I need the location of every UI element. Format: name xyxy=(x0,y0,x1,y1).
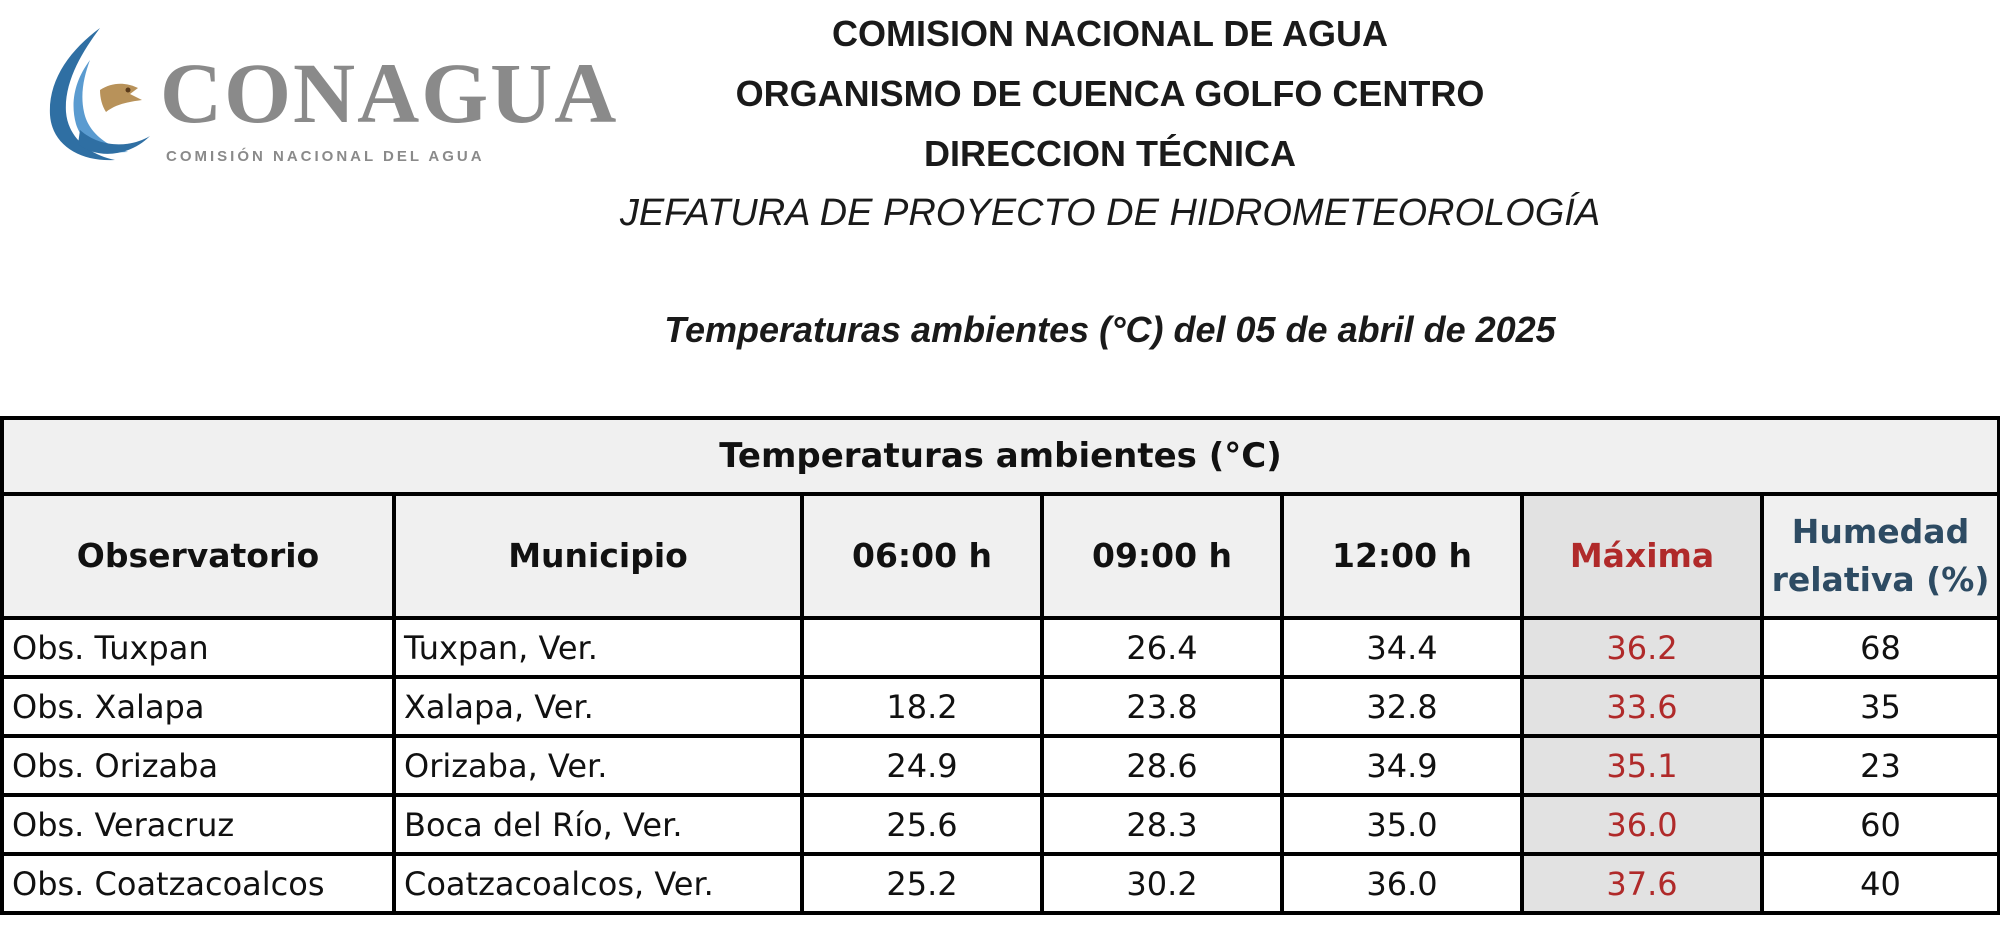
cell-maxima: 36.2 xyxy=(1522,618,1762,677)
cell-0900: 23.8 xyxy=(1042,677,1282,736)
table-caption-row xyxy=(2,418,1999,494)
cell-maxima: 33.6 xyxy=(1522,677,1762,736)
col-header-maxima: Máxima xyxy=(1522,494,1762,618)
document-header xyxy=(0,0,2000,410)
technical-direction: DIRECCION TÉCNICA xyxy=(923,133,1296,174)
cell-observatorio: Obs. Xalapa xyxy=(2,677,394,736)
cell-observatorio: Obs. Tuxpan xyxy=(2,618,394,677)
col-header-humedad-line1: Humedad xyxy=(1791,512,1970,552)
cell-municipio: Tuxpan, Ver. xyxy=(394,618,802,677)
cell-0900: 26.4 xyxy=(1042,618,1282,677)
document-title: Temperaturas ambientes (°C) del 05 de abril de 2025 xyxy=(664,309,1556,350)
cell-observatorio: Obs. Orizaba xyxy=(2,736,394,795)
cell-municipio: Coatzacoalcos, Ver. xyxy=(394,854,802,913)
col-header-0900: 09:00 h xyxy=(1042,494,1282,618)
col-header-humedad-line2: relativa (%) xyxy=(1771,560,1990,599)
table-row xyxy=(2,736,1999,795)
cell-municipio: Boca del Río, Ver. xyxy=(394,795,802,854)
logo-subtitle: COMISIÓN NACIONAL DEL AGUA xyxy=(166,148,485,165)
table-caption: Temperaturas ambientes (°C) xyxy=(2,418,1999,494)
cell-humedad: 23 xyxy=(1762,736,1999,795)
cell-humedad: 40 xyxy=(1762,854,1999,913)
conagua-eagle-wave-icon xyxy=(30,20,160,170)
col-header-1200: 12:00 h xyxy=(1282,494,1522,618)
table-row xyxy=(2,618,1999,677)
cell-0600: 25.6 xyxy=(802,795,1042,854)
cell-0600: 18.2 xyxy=(802,677,1042,736)
temperature-table-wrapper xyxy=(0,416,2000,915)
col-header-observatorio: Observatorio xyxy=(2,494,394,618)
table-row xyxy=(2,795,1999,854)
cell-1200: 34.4 xyxy=(1282,618,1522,677)
temperature-table xyxy=(0,416,2000,915)
cell-0900: 28.6 xyxy=(1042,736,1282,795)
cell-0900: 30.2 xyxy=(1042,854,1282,913)
project-office: JEFATURA DE PROYECTO DE HIDROMETEOROLOGÍA xyxy=(619,192,1601,234)
cell-1200: 34.9 xyxy=(1282,736,1522,795)
table-header-row xyxy=(2,494,1999,618)
cell-0600: 24.9 xyxy=(802,736,1042,795)
cell-1200: 35.0 xyxy=(1282,795,1522,854)
cell-municipio: Xalapa, Ver. xyxy=(394,677,802,736)
cell-municipio: Orizaba, Ver. xyxy=(394,736,802,795)
cell-observatorio: Obs. Veracruz xyxy=(2,795,394,854)
cell-1200: 32.8 xyxy=(1282,677,1522,736)
basin-organism: ORGANISMO DE CUENCA GOLFO CENTRO xyxy=(735,73,1485,114)
col-header-0600: 06:00 h xyxy=(802,494,1042,618)
cell-maxima: 37.6 xyxy=(1522,854,1762,913)
cell-maxima: 35.1 xyxy=(1522,736,1762,795)
table-row xyxy=(2,677,1999,736)
cell-humedad: 35 xyxy=(1762,677,1999,736)
agency-name: COMISION NACIONAL DE AGUA xyxy=(831,13,1388,54)
logo-wordmark: CONAGUA xyxy=(160,45,619,141)
cell-maxima: 36.0 xyxy=(1522,795,1762,854)
cell-0600: 25.2 xyxy=(802,854,1042,913)
cell-1200: 36.0 xyxy=(1282,854,1522,913)
cell-humedad: 60 xyxy=(1762,795,1999,854)
cell-0900: 28.3 xyxy=(1042,795,1282,854)
table-row xyxy=(2,854,1999,913)
cell-0600 xyxy=(802,618,1042,677)
cell-humedad: 68 xyxy=(1762,618,1999,677)
cell-observatorio: Obs. Coatzacoalcos xyxy=(2,854,394,913)
conagua-logo xyxy=(30,20,630,170)
col-header-humedad xyxy=(1762,494,1999,618)
col-header-municipio: Municipio xyxy=(394,494,802,618)
